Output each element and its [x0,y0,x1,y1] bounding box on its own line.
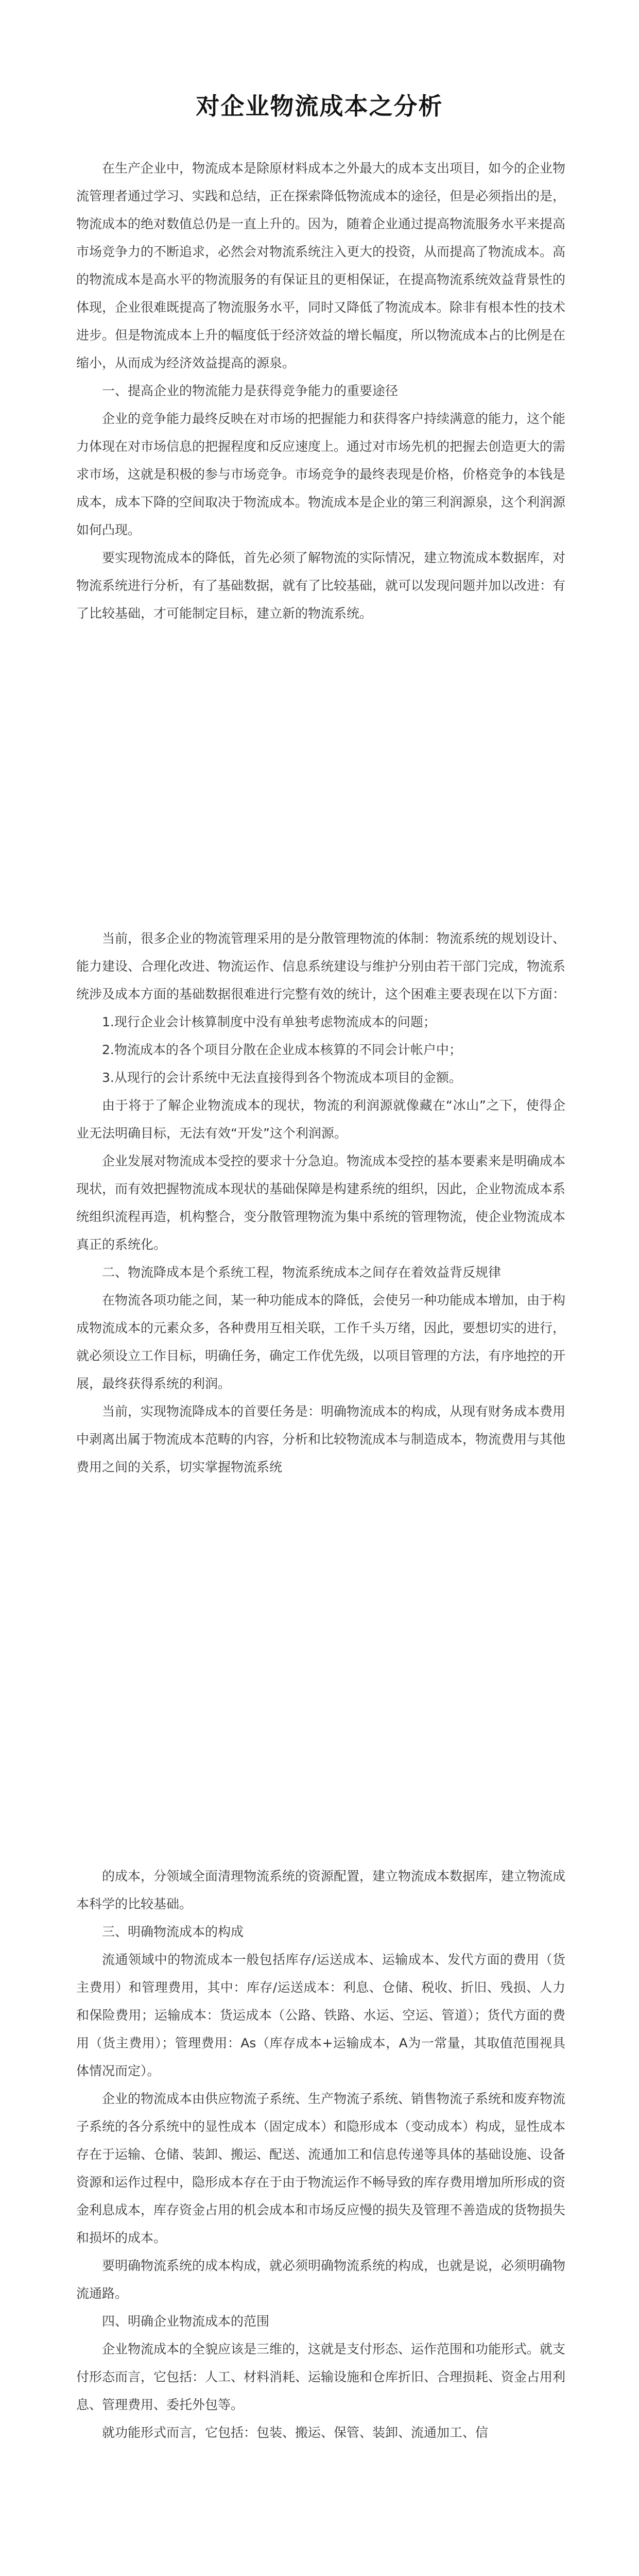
paragraph: 当前，很多企业的物流管理采用的是分散管理物流的体制：物流系统的规划设计、能力建设、合理化改进、物流运作、信息系统建设与维护分别由若干部门完成，物流系统涉及成本方面的基础数据很难进行完整有效的统计，这个困难主要表现在以下方面： [76,931,566,1002]
section-heading: 二、物流降成本是个系统工程，物流系统成本之间存在着效益背反规律 [102,1265,502,1280]
paragraph: 的成本，分领域全面清理物流系统的资源配置，建立物流成本数据库，建立物流成本科学的比较基础。 [76,1869,566,1911]
paragraph: 企业的竞争能力最终反映在对市场的把握能力和获得客户持续满意的能力，这个能力体现在对市场信息的把握程度和反应速度上。通过对市场先机的把握去创造更大的需求市场，这就是积极的参与市场竞争。市场竞争的最终表现是价格，价格竞争的本钱是成本，成本下降的空间取决于物流成本。物流成本是企业的第三利润源泉，这个利润源如何凸现。 [76,411,566,537]
paragraph: 企业发展对物流成本受控的要求十分急迫。物流成本受控的基本要素来是明确成本现状，而有效把握物流成本现状的基础保障是构建系统的组织，因此，企业物流成本系统组织流程再造，机构整合，变分散管理物流为集中系统的管理物流，使企业物流成本真正的系统化。 [76,1154,566,1252]
section-heading: 一、提高企业的物流能力是获得竞争能力的重要途径 [102,383,399,398]
paragraph: 流通领域中的物流成本一般包括库存/运送成本、运输成本、发代方面的费用（货主费用）和管理费用，其中：库存/运送成本：利息、仓储、税收、折旧、残损、人力和保险费用；运输成本：货运成本（公路、铁路、水运、空运、管道）；货代方面的费用（货主费用）；管理费用：As（库存成本+运输成本，A为一常量，其取值范围视具体情况而定）。 [76,1952,565,2078]
paragraph: 企业物流成本的全貌应该是三维的，这就是支付形态、运作范围和功能形式。就支付形态而言，它包括：人工、材料消耗、运输设施和仓库折旧、合理损耗、资金占用利息、管理费用、委托外包等。 [76,2342,566,2412]
list-item: 3.从现行的会计系统中无法直接得到各个物流成本项目的金额。 [102,1070,462,1085]
paragraph: 企业的物流成本由供应物流子系统、生产物流子系统、销售物流子系统和废弃物流子系统的各分系统中的显性成本（固定成本）和隐形成本（变动成本）构成，显性成本存在于运输、仓储、装卸、搬运、配送、流通加工和信息传递等具体的基础设施、设备资源和运作过程中，隐形成本存在于由于物流运作不畅导致的库存费用增加所形成的资金利息成本，库存资金占用的机会成本和市场反应慢的损失及管理不善造成的货物损失和损坏的成本。 [76,2091,566,2245]
section-intro [76,155,565,628]
paragraph: 由于将于了解企业物流成本的现状，物流的利润源就像藏在“冰山”之下，使得企业无法明确目标，无法有效“开发”这个利润源。 [76,1098,565,1141]
paragraph: 要实现物流成本的降低，首先必须了解物流的实际情况，建立物流成本数据库，对物流系统进行分析，有了基础数据，就有了比较基础，就可以发现问题并加以改进：有了比较基础，才可能制定目标，建立新的物流系统。 [76,550,566,621]
list-item: 2.物流成本的各个项目分散在企业成本核算的不同会计帐户中； [102,1042,462,1057]
paragraph: 就功能形式而言，它包括：包装、搬运、保管、装卸、流通加工、信 [102,2425,489,2440]
paragraph: 当前，实现物流降成本的首要任务是：明确物流成本的构成，从现有财务成本费用中剥离出属于物流成本范畴的内容，分析和比较物流成本与制造成本，物流费用与其他费用之间的关系，切实掌握物流系统 [76,1404,566,1475]
section-heading: 三、明确物流成本的构成 [102,1924,244,1939]
section-heading: 四、明确企业物流成本的范围 [102,2314,270,2329]
list-item: 1.现行企业会计核算制度中没有单独考虑物流成本的问题； [102,1014,436,1029]
paragraph: 在物流各项功能之间，某一种功能成本的降低，会使另一种功能成本增加，由于构成物流成本的元素众多，各种费用互相关联，工作千头万绪，因此，要想切实的进行，就必须设立工作目标，明确任务，确定工作优先级，以项目管理的方法，有序地控的开展，最终获得系统的利润。 [76,1293,566,1391]
section-current-state [76,925,565,1481]
document-title: 对企业物流成本之分析 [196,92,443,120]
section-cost-structure [76,1862,565,2447]
paragraph: 在生产企业中，物流成本是除原材料成本之外最大的成本支出项目，如今的企业物流管理者通过学习、实践和总结，正在探索降低物流成本的途径，但是必须指出的是，物流成本的绝对数值总仍是一直上升的。因为，随着企业通过提高物流服务水平来提高市场竞争力的不断追求，必然会对物流系统注入更大的投资，从而提高了物流成本。高的物流成本是高水平的物流服务的有保证且的更相保证，在提高物流系统效益背景性的体现，企业很难既提高了物流服务水平，同时又降低了物流成本。除非有根本性的技术进步。但是物流成本上升的幅度低于经济效益的增长幅度，所以物流成本占的比例是在缩小，从而成为经济效益提高的源泉。 [76,161,566,370]
paragraph: 要明确物流系统的成本构成，就必须明确物流系统的构成，也就是说，必须明确物流通路。 [76,2258,566,2301]
